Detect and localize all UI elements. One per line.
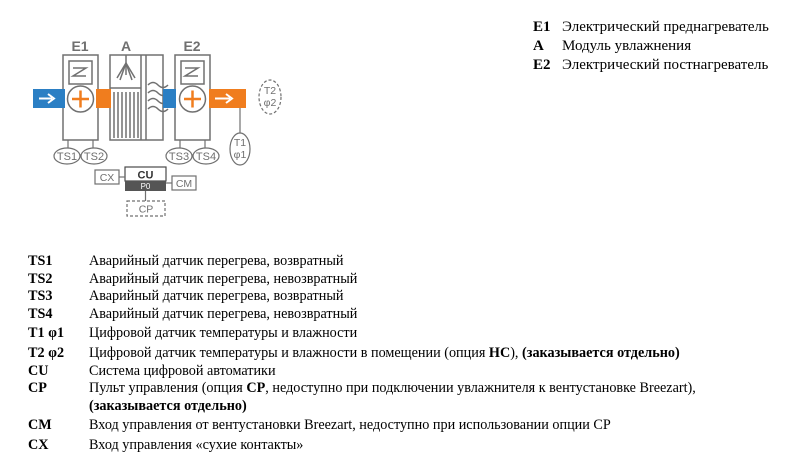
- legend-row: [28, 380, 788, 415]
- label-e1: E1: [71, 38, 89, 54]
- legend-row: [28, 271, 788, 289]
- humidifier-out-flow: [163, 89, 176, 108]
- legend-desc: Система цифровой автоматики: [89, 362, 276, 379]
- legend-key: TS2: [28, 270, 53, 287]
- legend-desc: Вход управления от вентустановки Breezart, недоступно при использовании опции CP: [89, 417, 611, 434]
- e1-heater-icon: [68, 86, 94, 112]
- legend-desc: Модуль увлажнения: [562, 38, 692, 54]
- legend-row: [28, 345, 788, 363]
- ventilation-diagram: [0, 0, 300, 235]
- cm-label: CM: [175, 178, 193, 190]
- legend-top-row: [533, 37, 769, 56]
- legend-key: CU: [28, 362, 49, 379]
- legend-top-row: [533, 56, 769, 75]
- e2-heater-icon: [180, 86, 206, 112]
- sensor-phi1-label: φ1: [233, 149, 247, 161]
- legend-key: A: [533, 38, 544, 54]
- sensor-ts4-label: TS4: [195, 151, 217, 163]
- legend-row: [28, 306, 788, 324]
- sensor-ts2-label: TS2: [83, 151, 105, 163]
- legend-key: E2: [533, 57, 551, 73]
- legend-desc: Пульт управления (опция CP, недоступно при подключении увлажнителя к вентустановке Breezart), (заказывается отдельно): [89, 380, 696, 414]
- legend-row: [28, 437, 788, 455]
- legend-desc: Вход управления «сухие контакты»: [89, 436, 304, 453]
- cx-label: CX: [99, 172, 115, 184]
- legend-desc: Электрический преднагреватель: [562, 19, 769, 35]
- legend-desc: Цифровой датчик температуры и влажности в помещении (опция HC), (заказывается отдельно): [89, 344, 680, 361]
- cp-label: CP: [138, 203, 154, 216]
- legend-row: [28, 288, 788, 306]
- legend-desc: Аварийный датчик перегрева, невозвратный: [89, 305, 358, 322]
- legend-key: CP: [28, 380, 47, 397]
- sensor-ts1-label: TS1: [56, 151, 78, 163]
- legend-main: [28, 253, 788, 455]
- legend-key: CM: [28, 417, 52, 434]
- cu-label: CU: [137, 169, 154, 182]
- label-a: A: [120, 38, 132, 54]
- sensor-t2-label: T2: [263, 85, 277, 97]
- legend-row: [28, 325, 788, 343]
- legend-desc: Электрический постнагреватель: [562, 57, 769, 73]
- legend-desc: Аварийный датчик перегрева, невозвратный: [89, 270, 358, 287]
- legend-row: [28, 253, 788, 271]
- legend-key: E1: [533, 19, 551, 35]
- legend-key: T1 φ1: [28, 325, 65, 342]
- legend-key: TS3: [28, 288, 53, 305]
- label-e2: E2: [183, 38, 201, 54]
- legend-top: [533, 18, 769, 75]
- legend-row: [28, 363, 788, 381]
- legend-key: TS4: [28, 305, 53, 322]
- legend-desc: Аварийный датчик перегрева, возвратный: [89, 253, 344, 269]
- legend-key: T2 φ2: [28, 344, 65, 361]
- legend-desc: Цифровой датчик температуры и влажности: [89, 325, 358, 342]
- legend-row: [28, 417, 788, 435]
- sensor-ts3-label: TS3: [168, 151, 190, 163]
- legend-key: TS1: [28, 253, 53, 269]
- sensor-t1-label: T1: [233, 137, 247, 149]
- sensor-phi2-label: φ2: [263, 97, 277, 109]
- e1-out-flow: [96, 89, 111, 108]
- legend-desc: Аварийный датчик перегрева, возвратный: [89, 288, 344, 305]
- humidifier-media: [114, 92, 138, 138]
- legend-top-row: [533, 18, 769, 37]
- p0-label: P0: [140, 182, 151, 191]
- legend-key: CX: [28, 436, 49, 453]
